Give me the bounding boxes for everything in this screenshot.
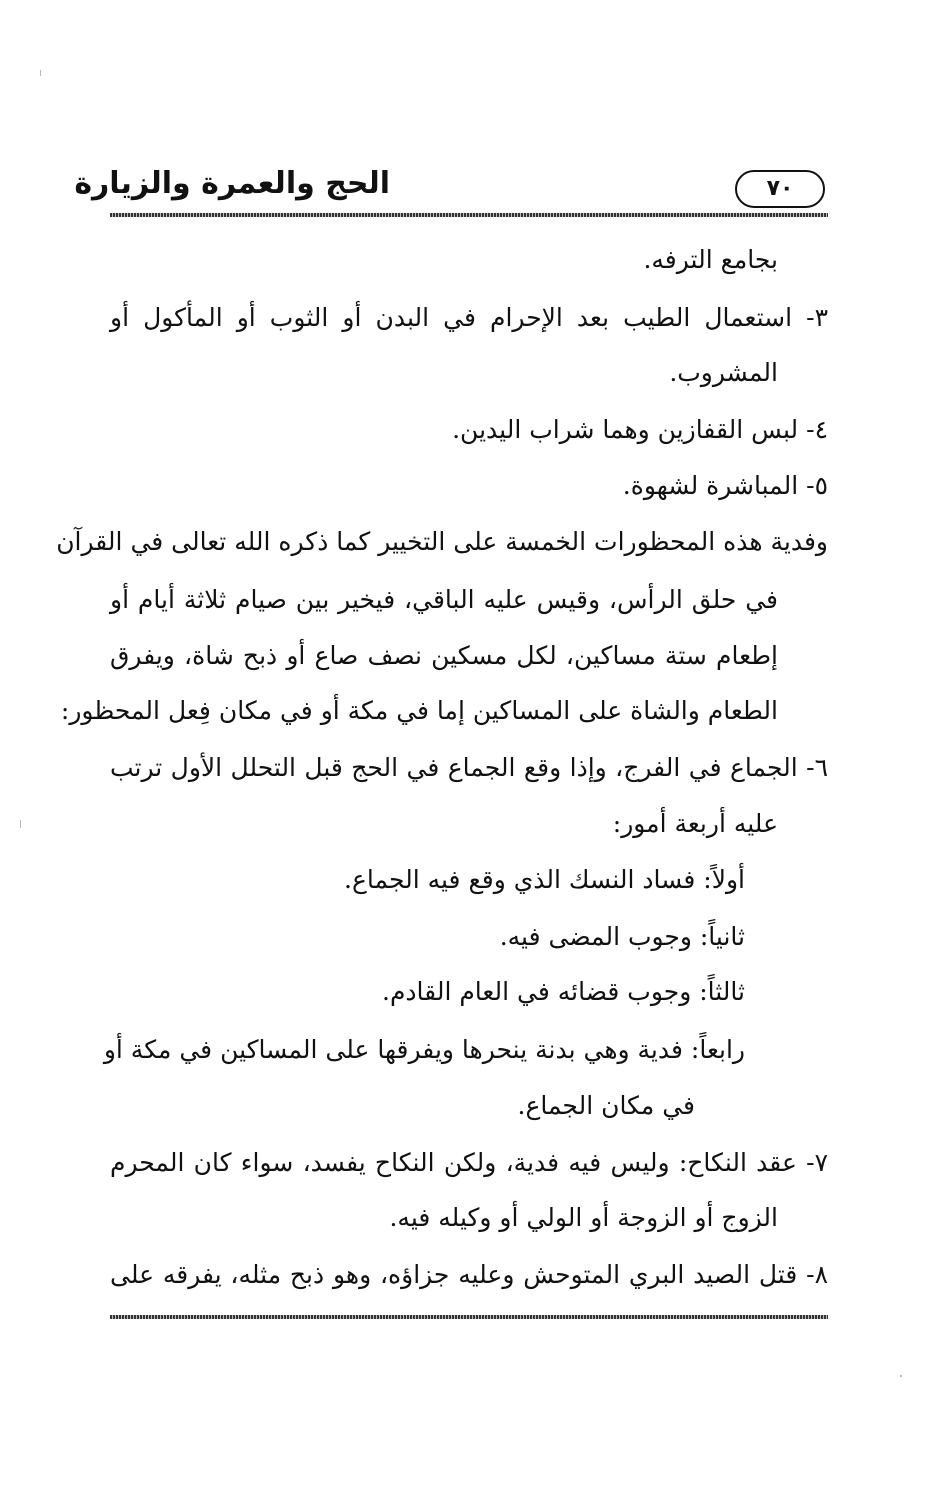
text-line-4: ٤- لبس القفازين وهما شراب اليدين. [452, 415, 828, 444]
text-line-13: ثانياً: وجوب المضى فيه. [499, 922, 745, 951]
page-header-title: الحج والعمرة والزيارة [74, 166, 390, 201]
text-line-12: أولاً: فساد النسك الذي وقع فيه الجماع. [344, 865, 745, 894]
margin-mark [20, 820, 21, 828]
text-line-1: بجامع الترفه. [643, 245, 778, 274]
page-number-badge: ٧٠ [735, 170, 825, 208]
footer-divider [110, 1315, 828, 1319]
text-line-8: إطعام ستة مساكين، لكل مسكين نصف صاع أو ذبح شاة، ويفرق [110, 641, 778, 670]
header-divider [110, 213, 828, 217]
text-line-14: ثالثاً: وجوب قضائه في العام القادم. [382, 977, 745, 1006]
text-line-10: ٦- الجماع في الفرج، وإذا وقع الجماع في الحج قبل التحلل الأول ترتب [110, 753, 828, 782]
text-line-2: ٣- استعمال الطيب بعد الإحرام في البدن أو الثوب أو المأكول أو [110, 303, 828, 332]
text-line-7: في حلق الرأس، وقيس عليه الباقي، فيخير بين صيام ثلاثة أيام أو [110, 585, 778, 614]
text-line-11: عليه أربعة أمور: [612, 809, 778, 838]
text-line-6: وفدية هذه المحظورات الخمسة على التخيير كما ذكره الله تعالى في القرآن [56, 527, 828, 556]
text-line-15: رابعاً: فدية وهي بدنة ينحرها ويفرقها على المساكين في مكة أو [103, 1035, 745, 1064]
margin-mark [900, 1375, 902, 1377]
margin-mark [40, 70, 41, 76]
text-line-16: في مكان الجماع. [517, 1091, 695, 1120]
text-line-18: الزوج أو الزوجة أو الولي أو وكيله فيه. [389, 1203, 778, 1232]
text-line-9: الطعام والشاة على المساكين إما في مكة أو في مكان فِعل المحظور: [60, 696, 778, 725]
text-line-19: ٨- قتل الصيد البري المتوحش وعليه جزاؤه، وهو ذبح مثله، يفرقه على [110, 1260, 828, 1289]
text-line-5: ٥- المباشرة لشهوة. [622, 471, 828, 500]
text-line-3: المشروب. [669, 358, 778, 387]
text-line-17: ٧- عقد النكاح: وليس فيه فدية، ولكن النكاح يفسد، سواء كان المحرم [110, 1148, 828, 1177]
